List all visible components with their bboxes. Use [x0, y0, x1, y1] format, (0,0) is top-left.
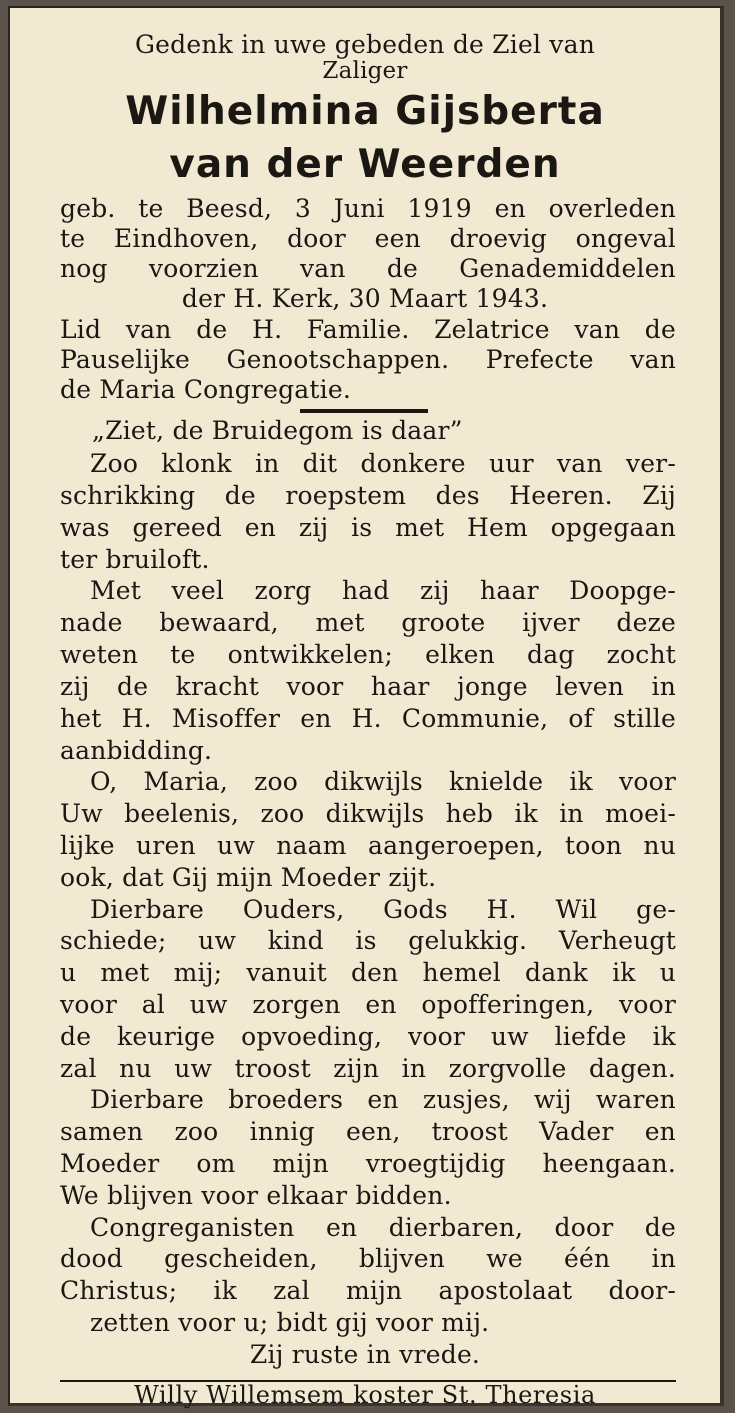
body-line: Zoo klonk in dit donkere uur van ver- [90, 449, 676, 478]
body-line: Dierbare broeders en zusjes, wij waren [90, 1085, 676, 1114]
memorial-card [8, 6, 724, 1409]
closing-line: Zij ruste in vrede. [249, 1340, 481, 1369]
body-line: was gereed en zij is met Hem opgegaan [60, 513, 676, 542]
printer-credit: Willy Willemsem koster St. Theresia [134, 1381, 596, 1409]
body-line: zetten voor u; bidt gij voor mij. [90, 1308, 490, 1337]
header-line-2: Zaliger [322, 58, 408, 84]
quote: „Ziet, de Bruidegom is daar” [92, 416, 463, 445]
body-line: zij de kracht voor haar jonge leven in [60, 672, 676, 701]
body-line: ook, dat Gij mijn Moeder zijt. [60, 863, 437, 892]
header-line-1: Gedenk in uwe gebeden de Ziel van [134, 30, 596, 59]
body-line: schiede; uw kind is gelukkig. Verheugt [60, 926, 676, 955]
body-line: ter bruiloft. [60, 545, 210, 574]
body-line: samen zoo innig een, troost Vader en [60, 1117, 676, 1146]
bio-line: geb. te Beesd, 3 Juni 1919 en overleden [60, 194, 676, 223]
body-line: O, Maria, zoo dikwijls knielde ik voor [90, 767, 676, 796]
body-line: schrikking de roepstem des Heeren. Zij [60, 481, 676, 510]
bio-line: Pauselijke Genootschappen. Prefecte van [60, 345, 676, 374]
body-line: voor al uw zorgen en opofferingen, voor [60, 990, 676, 1019]
body-line: Met veel zorg had zij haar Doopge- [90, 576, 676, 605]
body-line: Christus; ik zal mijn apostolaat door- [60, 1276, 676, 1305]
body-line: de keurige opvoeding, voor uw liefde ik [60, 1022, 676, 1051]
deceased-name-line-1: Wilhelmina Gijsberta [125, 89, 605, 134]
body-line: het H. Misoffer en H. Communie, of stille [60, 704, 676, 733]
body-line: weten te ontwikkelen; elken dag zocht [60, 640, 676, 669]
body-line: Moeder om mijn vroegtijdig heengaan. [60, 1149, 676, 1178]
deceased-name-line-2: van der Weerden [169, 142, 561, 187]
body-line: Dierbare Ouders, Gods H. Wil ge- [90, 895, 676, 924]
body-line: u met mij; vanuit den hemel dank ik u [60, 958, 676, 987]
bio-line: nog voorzien van de Genademiddelen [60, 254, 676, 283]
body-line: aanbidding. [60, 736, 213, 765]
body-line: Uw beelenis, zoo dikwijls heb ik in moei- [60, 799, 676, 828]
body-line: nade bewaard, met groote ijver deze [60, 608, 676, 637]
body-line: zal nu uw troost zijn in zorgvolle dagen. [60, 1054, 676, 1083]
bio-line: de Maria Congregatie. [60, 375, 351, 404]
body-line: We blijven voor elkaar bidden. [60, 1181, 452, 1210]
body-line: lijke uren uw naam aangeroepen, toon nu [60, 831, 676, 860]
body-line: Congreganisten en dierbaren, door de [90, 1213, 676, 1242]
bio-line: Lid van de H. Familie. Zelatrice van de [60, 315, 676, 344]
body-line: dood gescheiden, blijven we één in [60, 1244, 676, 1273]
bio-line: te Eindhoven, door een droevig ongeval [60, 224, 676, 253]
bio-line: der H. Kerk, 30 Maart 1943. [181, 284, 549, 313]
divider-short [300, 409, 428, 413]
